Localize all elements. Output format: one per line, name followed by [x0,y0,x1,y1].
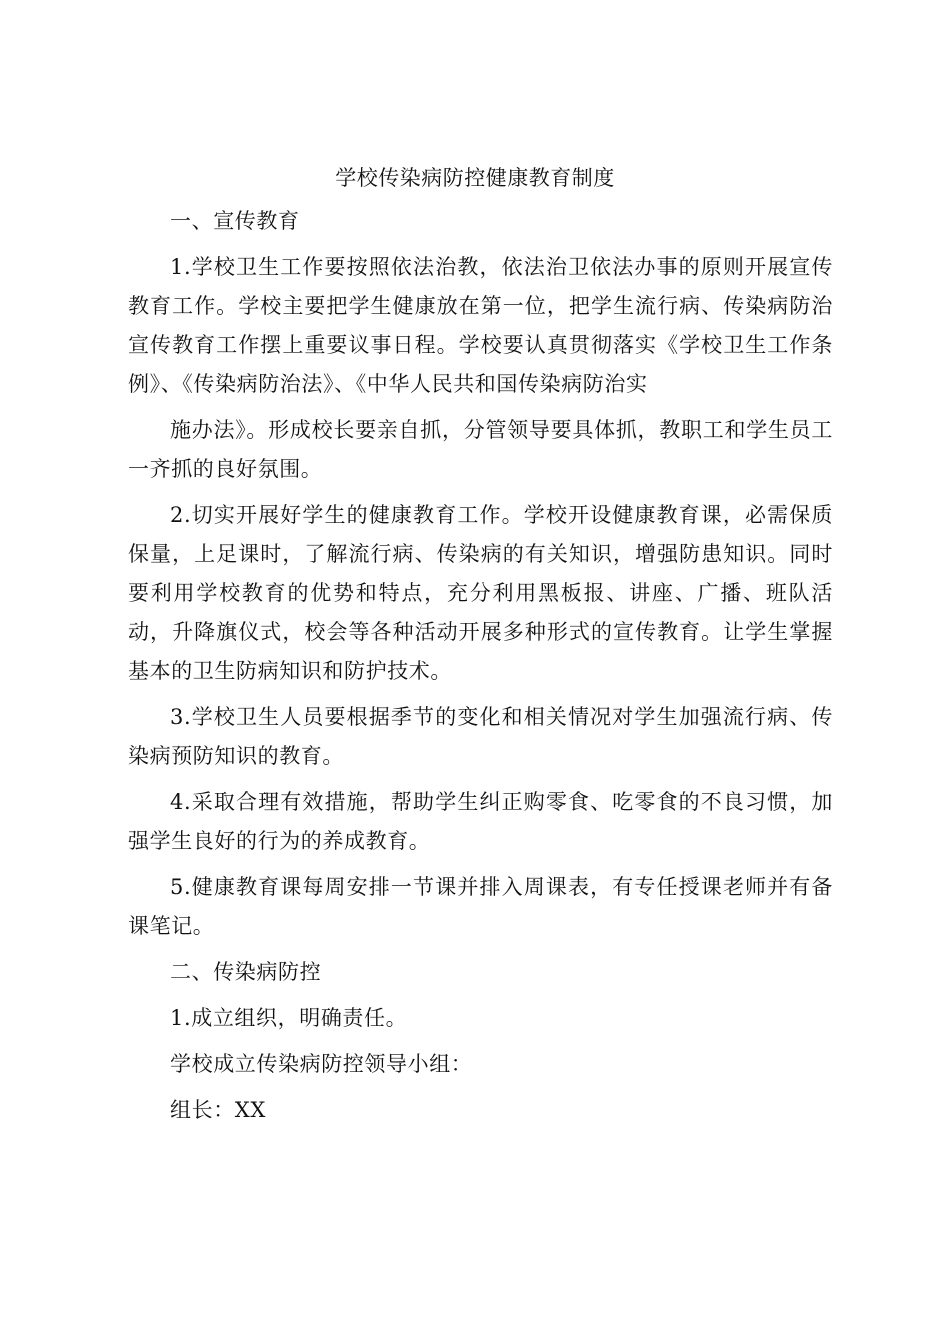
paragraph-item-1-continued: 施办法》。形成校长要亲自抓，分管领导要具体抓，教职工和学生员工一齐抓的良好氛围。 [128,418,833,481]
paragraph-group-leader: 组长：XX [170,1098,266,1122]
paragraph-item-3: 3.学校卫生人员要根据季节的变化和相关情况对学生加强流行病、传染病预防知识的教育。 [128,705,833,768]
section-heading-prevention: 二、传染病防控 [170,960,322,984]
paragraph-item-1: 1.学校卫生工作要按照依法治教，依法治卫依法办事的原则开展宣传教育工作。学校主要把学生健康放在第一位，把学生流行病、传染病防治宣传教育工作摆上重要议事日程。学校要认真贯彻落实《学校卫生工作条例》、《传染病防治法》、《中华人民共和国传染病防治实 [128,255,833,396]
paragraph-organization: 1.成立组织，明确责任。 [170,1006,408,1030]
document-body [128,202,833,1137]
paragraph-item-5: 5.健康教育课每周安排一节课并排入周课表，有专任授课老师并有备课笔记。 [128,875,833,938]
paragraph-item-2: 2.切实开展好学生的健康教育工作。学校开设健康教育课，必需保质保量，上足课时，了解流行病、传染病的有关知识，增强防患知识。同时要利用学校教育的优势和特点，充分利用黑板报、讲座、广播、班队活动，升降旗仪式，校会等各种活动开展多种形式的宣传教育。让学生掌握基本的卫生防病知识和防护技术。 [128,503,833,683]
section-heading-publicity: 一、宣传教育 [170,209,300,233]
paragraph-item-4: 4.采取合理有效措施，帮助学生纠正购零食、吃零食的不良习惯，加强学生良好的行为的养成教育。 [128,790,833,853]
document-title: 学校传染病防控健康教育制度 [335,166,615,190]
paragraph-leadership-group: 学校成立传染病防控领导小组： [170,1052,473,1076]
